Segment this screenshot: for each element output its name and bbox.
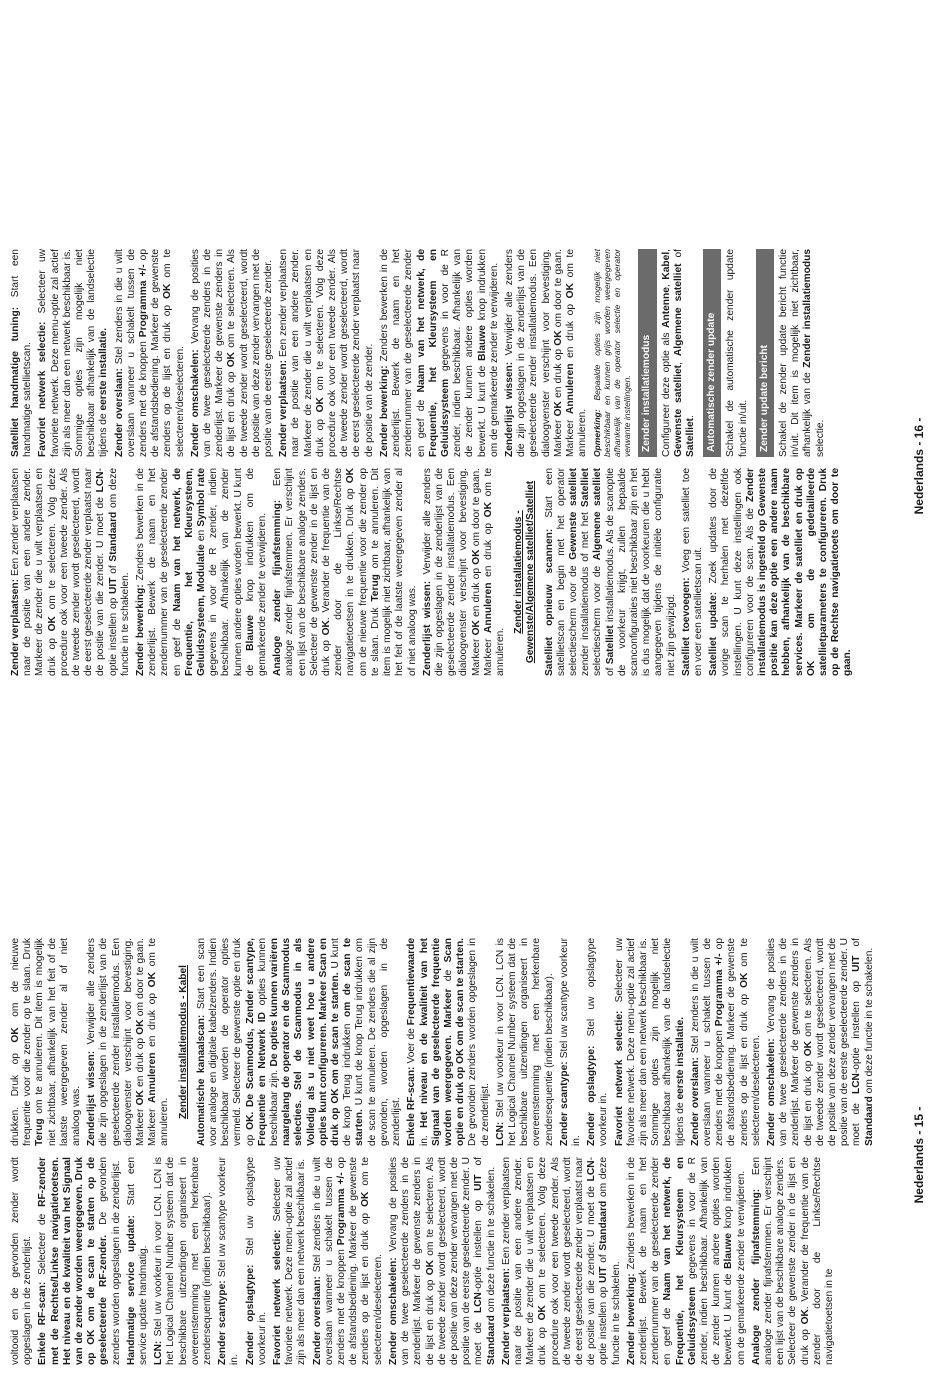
body-paragraph: Zender verplaatsen: Een zender verplaatsen naar de positie van een andere zender. Markeer de zender die u wilt verplaatsen en druk op OK om te selecteren. Volg deze procedure ook voor een tweede zender. Als de tweede zender wordt geselecteerd, wordt de eerst geselecteerde zender verplaatst naar de positie van die zender. U moet de LCN-optie instellen op UIT of Standaard om deze functie in te schakelen. [500,1157,622,1365]
body-paragraph: Zenderlijst wissen: Verwijder alle zenders die zijn opgeslagen in de zenderlijst van de geselecteerde zender installatiemodus. Een dialoogvenster verschijnt voor bevestiging. Markeer OK en druk op OK om door te gaan. Markeer Annuleren en druk op OK om te annuleren. [86,938,171,1146]
body-paragraph: Zender verplaatsen: Een zender verplaatsen naar de positie van een andere zender. Markeer de zender die u wilt verplaatsen en druk op OK om te selecteren. Volg deze procedure ook voor een tweede zender. Als de tweede zender wordt geselecteerd, wordt de eerst geselecteerde zender verplaatst naar de positie van de zender. [278,249,375,457]
page-15-column-2 [10,938,935,1146]
body-paragraph: Zender overslaan: Stel zenders in die u wilt overslaan wanneer u schakelt tussen de zenders met de knoppen Programma +/- op de afstandsbediening. Markeer de gewenste zenders op de lijst en druk op OK om te selecteren/deselecteren. [113,249,186,457]
body-paragraph: Configureer deze optie als Antenne, Kabel, Gewenste satelliet, Algemene satelliet of Satelliet. [660,249,696,457]
page-16-column-2 [10,249,935,457]
body-paragraph: Zender verplaatsen: Een zender verplaatsen naar de positie van een andere zender. Markeer de zender die u wilt verplaatsen en druk op OK om te selecteren. Volg deze procedure ook voor een tweede zender. Als de tweede zender wordt geselecteerd, wordt de eerst geselecteerde zender verplaatst naar de positie van die zender. U moet de LCN-optie instellen op UIT of Standaard om deze functie in te schakelen. [10,468,131,676]
body-paragraph: Analoge zender fijnafstemming: Een analoge zender fijnafstemmen. Er verschijnt een lijst van de beschikbare analoge zenders. Selecteer de gewenste zender in de lijst en druk op OK. Verander de frequentie van de zender door de Linkse/Rechtse navigatietoetsen in te drukken. Druk op OK om de nieuwe frequentie voor die zender op te slaan. Druk Terug om te annuleren. Dit item is mogelijk niet zichtbaar, afhankelijk van het feit of de laatste weergegeven zender al of niet analoog was. [272,468,418,676]
page-15-column-1 [10,1157,935,1365]
body-paragraph: Handmatige service update: Start een service update handmatig. [125,1157,150,1365]
section-bar-heading: Zender update bericht [756,249,774,457]
body-paragraph: Satelliet update: Zoek updates door de vorige scan te herhalen met dezelfde instellingen. U kunt deze instellingen ook configureren voor de scan. Als de Zender installatiemodus is ingesteld op Gewenste positie kan deze optie een andere naam hebben, afhankelijk van de beschikbare services. Markeer de satelliet en druk op OK om de gedetailleerde satellietparameters te configureren. Druk op de Rechtse navigatietoets om door te gaan. [708,468,854,676]
note-paragraph: Opmerking: Bepaalde opties zijn mogelijk niet beschikbaar en kunnen grijs worden weergegeven afhankelijk van de operator selectie en operator verwante instellingen. [592,249,633,457]
body-paragraph: Zender bewerking: Zenders bewerken in de zenderlijst. Bewerk de naam en het zendernummer van de geselecteerde zender en geef de Naam van het netwerk, de Frequentie, het Kleursysteem, Geluidssysteem, Modulatie en Symbol rate gegevens in voor de R zender, indien beschikbaar. Afhankelijk van de zender kunnen andere opties worden bewerkt. U kunt de Blauwe knop indrukken om de gemarkeerde zender te verwijderen. [135,468,269,676]
body-paragraph: LCN: Stel uw voorkeur in voor LCN. LCN is het Logical Channel Number systeem dat de beschikbare uitzendingen organiseert in overeenstemming met een herkenbare zendersequentie (indien beschikbaar). [494,938,555,1146]
page-16 [0,1,950,690]
body-paragraph: Enkele RF-scan: Voer de Frequentiewaarde in. Het niveau en de kwaliteit van het Signaal van de geselecteerde frequentie worden weergegeven. Markeer de Scan optie en druk op OK om de scan te starten. De gevonden zenders worden opgeslagen in de zenderlijst. [406,938,491,1146]
section-heading: Zender installatiemodus - Gewenste/Algemene satelliet/Satelliet [513,480,537,664]
body-paragraph: Zender overslaan: Stel zenders in die u wilt overslaan wanneer u schakelt tussen de zenders met de knoppen Programma +/- op de afstandsbediening. Markeer de gewenste zenders op de lijst en druk op OK om te selecteren/deselecteren. [689,938,762,1146]
body-paragraph: Analoge zender fijnafstemming: Een analoge zender fijnafstemmen. Er verschijnt een lijst van de beschikbare analoge zenders. Selecteer de gewenste zender in de lijst en druk op OK. Verander de frequentie van de zender door de Linkse/Rechtse navigatietoetsen in te [750,1157,835,1365]
page-16-column-1 [10,468,935,676]
page-number-footer: Nederlands - 16 - [912,417,926,515]
body-paragraph: Satelliet opnieuw scannen: Start een satellietscan en begin met het operator selectiescherm voor de Gewenste satelliet zender installatiemodus of met het Satelliet selectiescherm voor de Algemene satelliet of Satelliet installatiemodus. Als de scanoptie de voorkeur krijgt, zullen bepaalde scanconfiguraties niet beschikbaar zijn en het is dus mogelijk dat de voorkeuren die u hebt aangegeven tijdens de initiële configuratie niet zijn gewijzigd. [543,468,677,676]
body-paragraph: LCN: Stel uw voorkeur in voor LCN. LCN is het Logical Channel Number systeem dat de beschikbare uitzendingen organiseert in overeenstemming met een herkenbare zendersequentie (indien beschikbaar). [153,1157,214,1365]
body-paragraph: Zender bewerking: Zenders bewerken in de zenderlijst. Bewerk de naam en het zendernummer van de geselecteerde zender en geef de Naam van het netwerk, de Frequentie, het Kleursysteem en Geluidssysteem gegevens in voor de R zender, indien beschikbaar. Afhankelijk van de zender kunnen andere opties worden bewerkt. U kunt de Blauwe knop indrukken om de gemarkeerde zender te verwijderen. [378,249,500,457]
section-bar-heading: Zender installatiemodus [638,249,656,457]
body-paragraph: Satelliet toevoegen: Voeg een satelliet toe en voer een satellietscan uit. [680,468,704,676]
body-paragraph: Automatische kanaalscan: Start een scan voor analoge en digitale kabelzenders. Indien beschikbaar worden de operator opties vermeld. Selecteer de gewenste optie en druk op OK. De Scanmodus, Zender scantype, Frequentie en Netwerk ID opties kunnen beschikbaar zijn. De opties kunnen variëren naargelang de operator en de Scanmodus selecties. Stel de Scanmodus in als Volledig als u niet weet hoe u andere opties kunt configureren. Markeer Scan en druk op OK om de scan te starten. U kunt de knop Terug indrukken om de scan te starten. U kunt de knop Terug indrukken om de scan te annuleren. De zenders die al zijn gevonden, worden opgeslagen in de zenderlijst. [195,938,403,1146]
body-paragraph: Zender opslagtype: Stel uw opslagtype voorkeur in. [586,938,610,1146]
body-paragraph: Favoriet netwerk selectie: Selecteer uw favoriete netwerk. Deze menu-optie zal actief zijn als meer dan een netwerk beschikbaar is. [272,1157,308,1365]
page-number-footer: Nederlands - 15 - [912,1106,926,1204]
body-paragraph: Zender opslagtype: Stel uw opslagtype voorkeur in. [244,1157,268,1365]
body-paragraph: Enkele RF-scan: Selecteer de RF-zender met de Rechtse/Linkse navigatietoetsen. Het niveau en de kwaliteit van het Signaal van de zender worden weergegeven. Druk op OK om de scan te starten op de geselecteerde RF-zender. De gevonden zenders worden opgeslagen in de zenderlijst. [37,1157,122,1365]
section-heading: Zender installatiemodus - Kabel [177,965,189,1119]
page-15 [0,690,950,1379]
body-paragraph: Satelliet handmatige tuning: Start een handmatige satellietscan. [10,249,34,457]
section-bar-heading: Automatische zender update [703,249,721,457]
body-paragraph: Schakel de zender update bericht functie in/uit. Dit item is mogelijk niet zichtbaar, afhankelijk van de Zender installatiemodus selectie. [777,249,826,457]
body-paragraph: drukken. Druk op OK om de nieuwe frequentie voor die zender op te slaan. Druk Terug om te annuleren. Dit item is mogelijk niet zichtbaar, afhankelijk van het feit of de laatste weergegeven zender al of niet analoog was. [10,938,83,1146]
body-paragraph: Zender scantype: Stel uw scantype voorkeur in. [558,938,582,1146]
body-paragraph: Favoriet netwerk selectie: Selecteer uw favoriete netwerk. Deze menu-optie zal actief zijn als meer dan een netwerk beschikbaar is. Sommige opties zijn mogelijk niet beschikbaar afhankelijk van de landselectie tijdens de eerste installatie. [613,938,686,1146]
body-paragraph: Zenderlijst wissen: Verwijder alle zenders die zijn opgeslagen in de zenderlijst van de geselecteerde zender installatiemodus. Een dialoogvenster verschijnt voor bevestiging. Markeer OK en druk op OK om door te gaan. Markeer Annuleren en druk op OK om te annuleren. [421,468,506,676]
body-paragraph: Zender scantype: Stel uw scantype voorkeur in. [217,1157,241,1365]
body-paragraph: Zender omschakelen: Vervang de posities van de twee geselecteerde zenders in de zenderlijst. Markeer de gewenste zenders in de lijst en druk op OK om te selecteren. Als de tweede zender wordt geselecteerd, wordt de positie van deze zender vervangen met de positie van de eerste geselecteerde zender. U moet de LCN-optie instellen op UIT of Standaard om deze functie in te schakelen. [765,938,875,1146]
body-paragraph: Zender omschakelen: Vervang de posities van de twee geselecteerde zenders in de zenderlijst. Markeer de gewenste zenders in de lijst en druk op OK om te selecteren. Als de tweede zender wordt geselecteerd, wordt de positie van deze zender vervangen met de positie van de eerste geselecteerde zender. [189,249,275,457]
body-paragraph: Zenderlijst wissen: Verwijder alle zenders die zijn opgeslagen in de zenderlijst van de geselecteerde zender installatiemodus. Een dialoogvenster verschijnt voor bevestiging. Markeer OK en druk op OK om door te gaan. Markeer Annuleren en druk op OK om te annuleren. [503,249,589,457]
body-paragraph: voltooid en de gevonden zender wordt opgeslagen in de zenderlijst. [10,1157,34,1365]
body-paragraph: Schakel de automatische zender update functie in/uit. [725,249,749,457]
body-paragraph: Zender bewerking: Zenders bewerken in de zenderlijst. Bewerk de naam en het zendernummer van de geselecteerde zender en geef de Naam van het netwerk, de Frequentie, het Kleursysteem en Geluidssysteem gegevens in voor de R zender, indien beschikbaar. Afhankelijk van de zender kunnen andere opties worden bewerkt. U kunt de Blauwe knop indrukken om de gemarkeerde zender te verwijderen. [625,1157,747,1365]
body-paragraph: Zender omschakelen: Vervang de posities van de twee geselecteerde zenders in de zenderlijst. Markeer de gewenste zenders in de lijst en druk op OK om te selecteren. Als de tweede zender wordt geselecteerd, wordt de positie van deze zender vervangen met de positie van de eerste geselecteerde zender. U moet de LCN-optie instellen op UIT of Standaard om deze functie in te schakelen. [387,1157,497,1365]
body-paragraph: Favoriet netwerk selectie: Selecteer uw favoriete netwerk. Deze menu-optie zal actief zijn als meer dan een netwerk beschikbaar is. Sommige opties zijn mogelijk niet beschikbaar afhankelijk van de landselectie tijdens de eerste installatie. [37,249,110,457]
body-paragraph: Zender overslaan: Stel zenders in die u wilt overslaan wanneer u schakelt tussen de zenders met de knoppen Programma +/- op de afstandsbediening. Markeer de gewenste zenders op de lijst en druk op OK om te selecteren/deselecteren. [311,1157,384,1365]
